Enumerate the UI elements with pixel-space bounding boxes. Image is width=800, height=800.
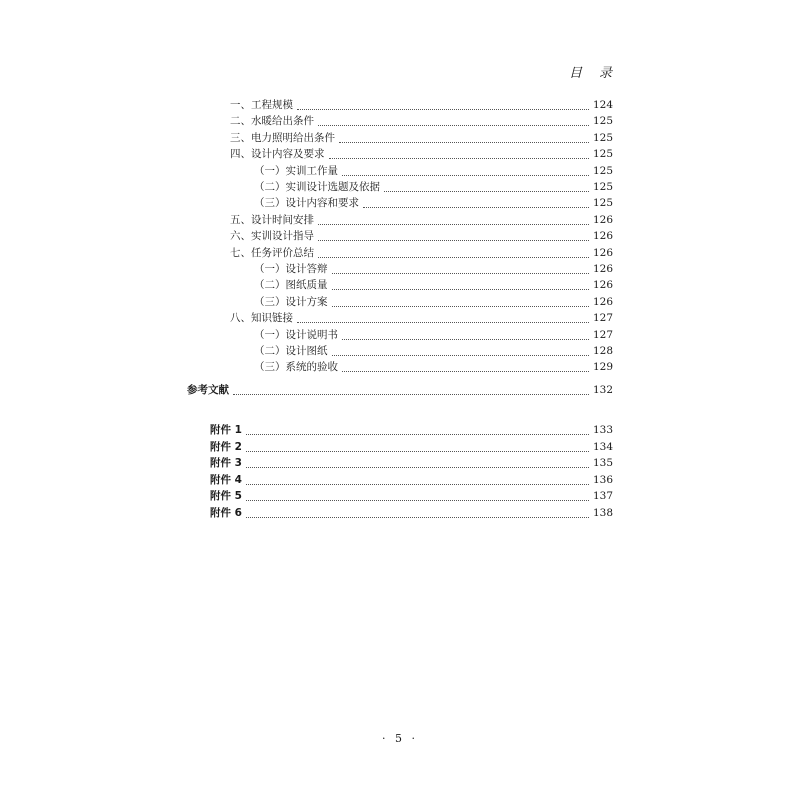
- dot-leader: [246, 451, 589, 452]
- toc-entry-title: （二）设计图纸: [254, 345, 328, 357]
- toc-entry[interactable]: [230, 310, 613, 326]
- toc-entry-title: 附件 2: [210, 440, 242, 453]
- toc-entry[interactable]: [230, 97, 613, 113]
- dot-leader: [332, 355, 589, 356]
- toc-entry-page: 127: [592, 328, 613, 341]
- dot-leader: [332, 273, 589, 274]
- toc-entry-page: 133: [592, 424, 613, 436]
- toc-entry-title: 三、电力照明给出条件: [230, 131, 335, 144]
- toc-entry-title: 附件 5: [210, 490, 242, 503]
- toc-entry-page: 132: [592, 384, 613, 396]
- toc-entry-title: 参考文献: [187, 384, 229, 396]
- dot-leader: [342, 371, 589, 372]
- dot-leader: [363, 207, 589, 208]
- toc-entry-page: 127: [592, 312, 613, 325]
- toc-entry[interactable]: [254, 163, 613, 179]
- toc-entry-page: 137: [592, 490, 613, 503]
- toc-entry-page: 124: [592, 99, 613, 111]
- toc-entry-page: 134: [592, 440, 613, 453]
- toc-entry-title: 五、设计时间安排: [230, 213, 314, 226]
- dot-leader: [332, 289, 589, 290]
- toc-entry[interactable]: [230, 146, 613, 162]
- toc-entry-page: 126: [592, 263, 613, 275]
- dot-leader: [318, 224, 589, 225]
- toc-entry-page: 125: [592, 148, 613, 161]
- dot-leader: [384, 191, 589, 192]
- toc-entry[interactable]: [210, 455, 613, 471]
- dot-leader: [297, 109, 589, 110]
- toc-entry-page: 129: [592, 361, 613, 374]
- toc-entry-title: （一）设计答辩: [254, 263, 328, 275]
- toc-entry[interactable]: [254, 195, 613, 211]
- toc-entry-title: （三）系统的验收: [254, 361, 338, 374]
- toc-entry[interactable]: [210, 439, 613, 455]
- toc-entry-title: （三）设计内容和要求: [254, 197, 359, 210]
- dot-leader: [318, 240, 589, 241]
- toc-entry[interactable]: [187, 382, 613, 398]
- dot-leader: [329, 158, 589, 159]
- dot-leader: [342, 175, 589, 176]
- toc-entry-title: （三）设计方案: [254, 295, 328, 308]
- toc-entry-page: 125: [592, 131, 613, 144]
- toc-entry-title: 附件 6: [210, 507, 242, 519]
- page-number: · 5 ·: [382, 732, 418, 745]
- toc-entry[interactable]: [210, 422, 613, 438]
- toc-entry[interactable]: [210, 505, 613, 521]
- dot-leader: [342, 339, 589, 340]
- toc-entry-page: 125: [592, 115, 613, 128]
- dot-leader: [297, 322, 589, 323]
- toc-entry-page: 136: [592, 473, 613, 486]
- toc-entry-title: （一）实训工作量: [254, 164, 338, 177]
- toc-entry[interactable]: [254, 294, 613, 310]
- toc-entry-page: 135: [592, 457, 613, 470]
- toc-entry-page: 125: [592, 181, 613, 193]
- toc-entry-page: 126: [592, 295, 613, 308]
- toc-entry[interactable]: [254, 261, 613, 277]
- toc-entry[interactable]: [254, 179, 613, 195]
- toc-entry-page: 125: [592, 164, 613, 177]
- toc-entry-title: （一）设计说明书: [254, 328, 338, 341]
- toc-entry-page: 125: [592, 197, 613, 210]
- toc-entry[interactable]: [254, 277, 613, 293]
- page-header-title: 目 录: [568, 66, 614, 81]
- toc-entry-page: 128: [592, 345, 613, 357]
- toc-entry-page: 126: [592, 230, 613, 243]
- toc-entry-page: 138: [592, 507, 613, 519]
- toc-entry[interactable]: [254, 327, 613, 343]
- toc-entry-page: 126: [592, 213, 613, 226]
- toc-entry-title: 七、任务评价总结: [230, 246, 314, 259]
- dot-leader: [246, 517, 589, 518]
- toc-entry-page: 126: [592, 246, 613, 259]
- toc-entry[interactable]: [210, 472, 613, 488]
- toc-entry[interactable]: [230, 228, 613, 244]
- dot-leader: [339, 142, 589, 143]
- toc-entry-title: 六、实训设计指导: [230, 230, 314, 243]
- dot-leader: [233, 394, 589, 395]
- dot-leader: [246, 434, 589, 435]
- toc-entry-title: 一、工程规模: [230, 99, 293, 111]
- toc-entry[interactable]: [254, 343, 613, 359]
- toc-entry[interactable]: [230, 113, 613, 129]
- toc-entry-title: （二）图纸质量: [254, 279, 328, 292]
- dot-leader: [246, 500, 589, 501]
- dot-leader: [318, 257, 589, 258]
- toc-entry-title: 附件 1: [210, 424, 242, 436]
- dot-leader: [246, 467, 589, 468]
- dot-leader: [332, 306, 589, 307]
- toc-entry-title: 二、水暖给出条件: [230, 115, 314, 128]
- toc-entry-title: 附件 3: [210, 457, 242, 470]
- dot-leader: [318, 125, 589, 126]
- toc-entry[interactable]: [254, 359, 613, 375]
- toc-entry[interactable]: [230, 130, 613, 146]
- toc-entry[interactable]: [230, 212, 613, 228]
- dot-leader: [246, 484, 589, 485]
- toc-entry-title: 附件 4: [210, 473, 242, 486]
- toc-entry[interactable]: [230, 245, 613, 261]
- toc-entry-title: （二）实训设计选题及依据: [254, 181, 380, 193]
- toc-entry-title: 四、设计内容及要求: [230, 148, 325, 161]
- toc-entry-page: 126: [592, 279, 613, 292]
- toc-entry-title: 八、知识链接: [230, 312, 293, 325]
- toc-entry[interactable]: [210, 488, 613, 504]
